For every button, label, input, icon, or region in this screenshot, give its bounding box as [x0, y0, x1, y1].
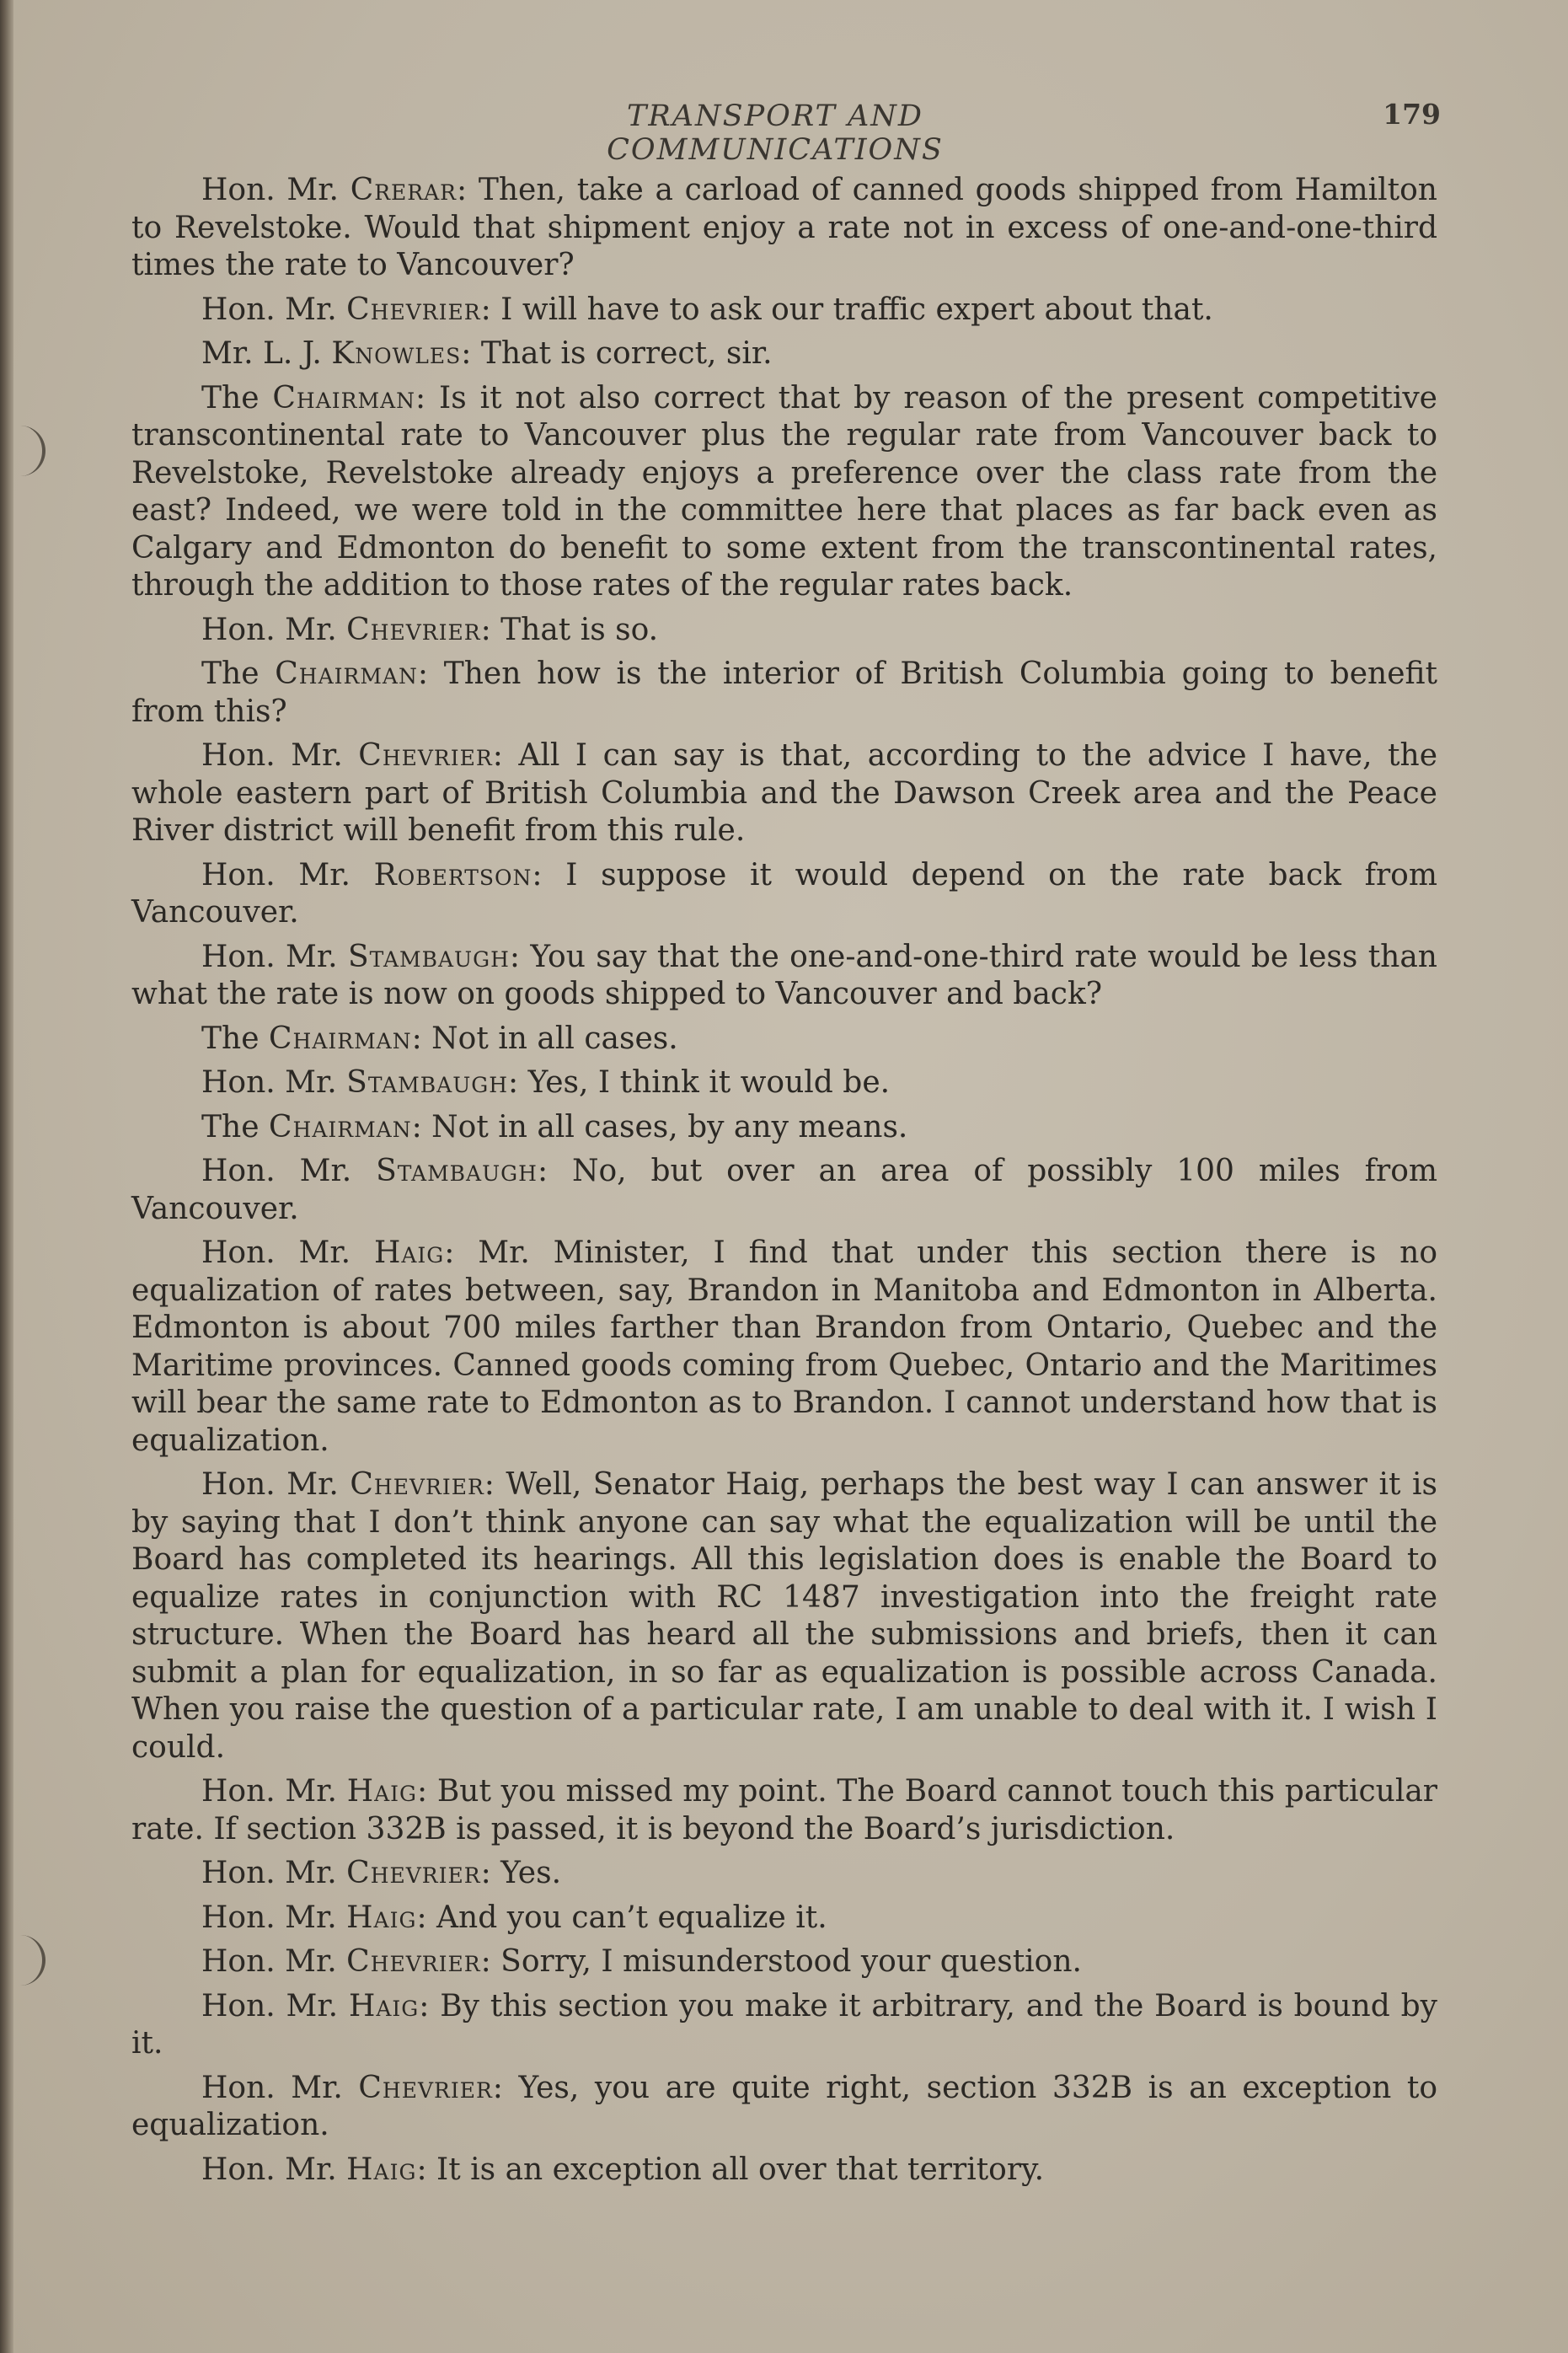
speaker-name: Chairman [272, 380, 416, 415]
speaker-name: Stambaugh [376, 1154, 538, 1188]
transcript-paragraph [131, 1988, 1437, 2063]
transcript-paragraph [131, 939, 1437, 1014]
transcript-paragraph [131, 2152, 1437, 2190]
speaker-name: Haig [348, 1988, 420, 2023]
speaker-name: Crerar [350, 173, 458, 207]
speaker-prefix: Hon. Mr. [201, 2152, 337, 2187]
speaker-prefix: Hon. Mr. [201, 1235, 351, 1270]
speaker-name: Chevrier [346, 1944, 481, 1979]
speaker-name: Chairman [275, 657, 418, 691]
running-head: TRANSPORT AND COMMUNICATIONS [607, 99, 944, 167]
speaker-prefix: Hon. Mr. [201, 292, 337, 327]
transcript-paragraph [131, 1153, 1437, 1228]
transcript-paragraph [131, 612, 1437, 650]
speech-text: : I suppose it would depend on the rate back from Vancouver. [131, 857, 1437, 930]
speaker-name: Chevrier [346, 612, 481, 647]
speaker-prefix: Hon. Mr. [201, 1774, 337, 1809]
speech-text: : Is it not also correct that by reason of the present competitive transcontinental rate to Vancouver plus the regular rate from Vancouver back to Revelstoke, Revelstoke already enjoys a preference over the class rate from the east? Indeed, we were told in the committee here that places as far back even as Calgary and Edmonton do benefit to some extent from the transcontinental rates, through the addition to those rates of the regular rates back. [131, 380, 1437, 603]
transcript-paragraph [131, 1109, 1437, 1147]
speaker-prefix: The [201, 380, 260, 415]
speaker-prefix: The [201, 1021, 260, 1056]
speech-text: : Well, Senator Haig, perhaps the best way I can answer it is by saying that I don’t think anyone can say what the equalization will be until the Board has completed its hearings. All this legislation does is enable the Board to equalize rates in conjunction with RC 1487 investigation into the freight rate structure. When the Board has heard all the submissions and briefs, then it can submit a plan for equalization, in so far as equalization is possible across Canada. When you raise the question of a particular rate, I am unable to deal with it. I wish I could. [131, 1467, 1438, 1765]
transcript-paragraph [131, 1855, 1437, 1893]
speaker-prefix: Hon. Mr. [201, 1154, 352, 1188]
speaker-prefix: Hon. Mr. [201, 1065, 337, 1100]
speaker-name: Haig [346, 2152, 417, 2187]
speaker-prefix: Hon. Mr. [201, 857, 351, 892]
page-binding-edge [0, 0, 13, 2353]
speaker-name: Stambaugh [348, 939, 510, 974]
speech-text: : Mr. Minister, I find that under this section there is no equalization of rates between, say, Brandon in Manitoba and Edmonton in Alberta. Edmonton is about 700 miles farther than Brandon from Ontario, Quebec and the Maritime provinces. Canned goods coming from Quebec, Ontario and the Maritimes will bear the same rate to Edmonton as to Brandon. I cannot understand how that is equalization. [131, 1235, 1438, 1458]
speaker-prefix: Hon. Mr. [201, 1467, 339, 1502]
speech-text: : Then how is the interior of British Columbia going to benefit from this? [131, 657, 1437, 729]
speaker-name: Robertson [373, 857, 532, 892]
speech-text: : Yes, I think it would be. [508, 1065, 891, 1100]
speech-text: : You say that the one-and-one-third rate would be less than what the rate is now on goods shipped to Vancouver and back? [131, 939, 1437, 1011]
transcript-paragraph [131, 2070, 1437, 2145]
speech-text: : All I can say is that, according to the advice I have, the whole eastern part of British Columbia and the Dawson Creek area and the Peace River district will benefit from this rule. [131, 738, 1437, 848]
speech-text: : I will have to ask our traffic expert about that. [480, 292, 1213, 327]
speech-text: : By this section you make it arbitrary, and the Board is bound by it. [131, 1988, 1437, 2061]
speech-text: : But you missed my point. The Board cannot touch this particular rate. If section 332B is passed, it is beyond the Board’s jurisdiction. [131, 1774, 1437, 1846]
speaker-name: Chevrier [358, 738, 493, 773]
speaker-name: Haig [373, 1235, 445, 1270]
speaker-prefix: Hon. Mr. [201, 1988, 339, 2023]
page-number: 179 [1383, 98, 1441, 131]
transcript-paragraph [131, 656, 1437, 731]
speaker-prefix: Hon. Mr. [201, 1856, 337, 1890]
speech-text: : Not in all cases. [411, 1021, 678, 1056]
speaker-name: Haig [346, 1774, 417, 1809]
speaker-prefix: Hon. Mr. [201, 738, 343, 773]
speech-text: : Not in all cases, by any means. [411, 1109, 908, 1144]
speech-text: : Sorry, I misunderstood your question. [480, 1944, 1082, 1979]
speech-text: : No, but over an area of possibly 100 miles from Vancouver. [131, 1154, 1437, 1226]
speaker-prefix: Hon. Mr. [201, 1944, 337, 1979]
speaker-name: Haig [346, 1900, 417, 1935]
speaker-name: Chairman [268, 1021, 412, 1056]
transcript-body [131, 172, 1437, 2195]
speech-text: : And you can’t equalize it. [416, 1900, 827, 1935]
speaker-name: Stambaugh [346, 1065, 509, 1100]
speaker-prefix: Hon. Mr. [201, 2070, 343, 2105]
speaker-prefix: Hon. Mr. [201, 612, 337, 647]
speaker-name: Chevrier [358, 2070, 493, 2105]
transcript-paragraph [131, 172, 1437, 285]
transcript-paragraph [131, 1773, 1437, 1848]
speaker-name: Chairman [268, 1109, 412, 1144]
speaker-name: Chevrier [346, 1856, 481, 1890]
speaker-prefix: Hon. Mr. [201, 173, 339, 207]
speech-text: : Then, take a carload of canned goods shipped from Hamilton to Revelstoke. Would that shipment enjoy a rate not in excess of one-and-one-third times the rate to Vancouver? [131, 173, 1437, 282]
speech-text: : That is correct, sir. [461, 336, 773, 371]
transcript-paragraph [131, 1466, 1437, 1766]
speech-text: : That is so. [480, 612, 659, 647]
transcript-paragraph [131, 335, 1437, 373]
punch-hole-mark [12, 1935, 45, 1986]
transcript-paragraph [131, 1900, 1437, 1938]
transcript-paragraph [131, 1235, 1437, 1460]
transcript-paragraph [131, 380, 1437, 605]
transcript-paragraph [131, 1064, 1437, 1102]
speaker-name: Chevrier [346, 292, 481, 327]
speaker-prefix: Hon. Mr. [201, 1900, 337, 1935]
transcript-paragraph [131, 1943, 1437, 1981]
transcript-paragraph [131, 737, 1437, 850]
speech-text: : It is an exception all over that territory. [416, 2152, 1045, 2187]
speaker-prefix: Mr. L. J. [201, 336, 322, 371]
speech-text: : Yes, you are quite right, section 332B is an exception to equalization. [131, 2070, 1437, 2142]
transcript-paragraph [131, 1021, 1437, 1059]
speaker-name: Chevrier [350, 1467, 484, 1502]
speaker-prefix: Hon. Mr. [201, 939, 338, 974]
punch-hole-mark [12, 426, 45, 476]
speech-text: : Yes. [480, 1856, 562, 1890]
speaker-prefix: The [201, 657, 260, 691]
transcript-paragraph [131, 857, 1437, 932]
transcript-paragraph [131, 292, 1437, 330]
speaker-prefix: The [201, 1109, 260, 1144]
speaker-name: Knowles [331, 336, 462, 371]
